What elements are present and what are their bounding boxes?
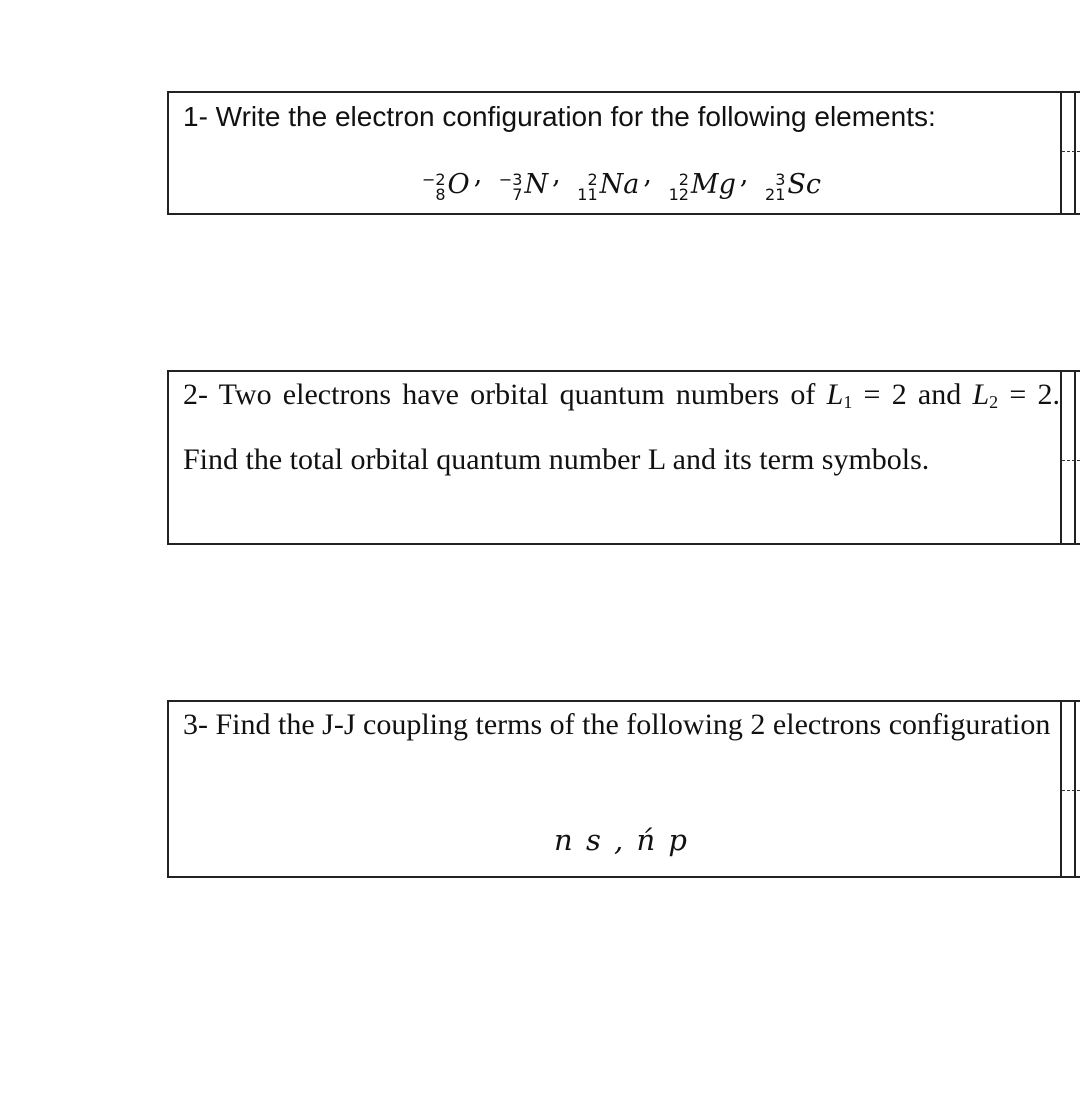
question-2-text: [183, 366, 1060, 488]
nuclide-atomic-number: 7: [512, 185, 523, 204]
nuclide-charge: 3: [775, 170, 786, 189]
answer-column: [1060, 370, 1080, 545]
question-3-text: 3- Find the J-J coupling terms of the following 2 electrons configuration: [183, 708, 1051, 741]
nuclide-atomic-number: 8: [435, 185, 446, 204]
question-3-box: [167, 700, 1076, 878]
nuclide-sodium: [577, 165, 639, 205]
answer-column: [1060, 700, 1080, 878]
separator: ,: [473, 159, 483, 190]
question-2-box: [167, 370, 1076, 545]
nuclide-scandium: [765, 165, 821, 205]
l1-symbol: L: [826, 378, 844, 411]
question-1-text: 1- Write the electron configuration for the following elements:: [183, 101, 936, 132]
separator: ,: [552, 159, 561, 190]
question-1-box: [167, 91, 1076, 215]
nuclide-symbol: O: [447, 169, 470, 200]
l2-subscript: 2: [989, 392, 999, 412]
question-2-part-1: 2- Two electrons have orbital quantum numbers of: [183, 378, 827, 411]
nuclide-symbol: Sc: [787, 169, 822, 200]
answer-divider: [1062, 790, 1080, 791]
nuclide-magnesium: [669, 165, 736, 205]
answer-divider: [1062, 151, 1080, 152]
separator: ,: [739, 159, 749, 190]
nuclide-charge: −3: [498, 170, 523, 189]
nuclide-atomic-number: 12: [668, 185, 689, 204]
electron-configuration-formula: n s , ń p: [554, 823, 689, 857]
question-2-part-3: = 2. Find the total orbital quantum number L and its term symbols.: [183, 378, 1061, 476]
nuclide-symbol: Mg: [690, 169, 736, 200]
nuclide-symbol: N: [524, 169, 549, 200]
nuclide-charge: 2: [678, 170, 689, 189]
answer-column: [1060, 91, 1080, 215]
nuclide-symbol: Na: [599, 169, 640, 200]
nuclide-nitrogen: [499, 165, 548, 205]
separator: ,: [643, 159, 652, 190]
question-2-part-2: = 2 and: [852, 378, 973, 411]
nuclide-oxygen: [422, 165, 470, 205]
nuclide-charge: −2: [421, 170, 446, 189]
nuclide-atomic-number: 21: [765, 185, 786, 204]
l2-symbol: L: [972, 378, 990, 411]
answer-divider: [1062, 460, 1080, 461]
nuclide-charge: 2: [587, 170, 598, 189]
nuclide-atomic-number: 11: [577, 185, 598, 204]
nuclide-list: [169, 155, 1074, 205]
l1-subscript: 1: [843, 392, 853, 412]
